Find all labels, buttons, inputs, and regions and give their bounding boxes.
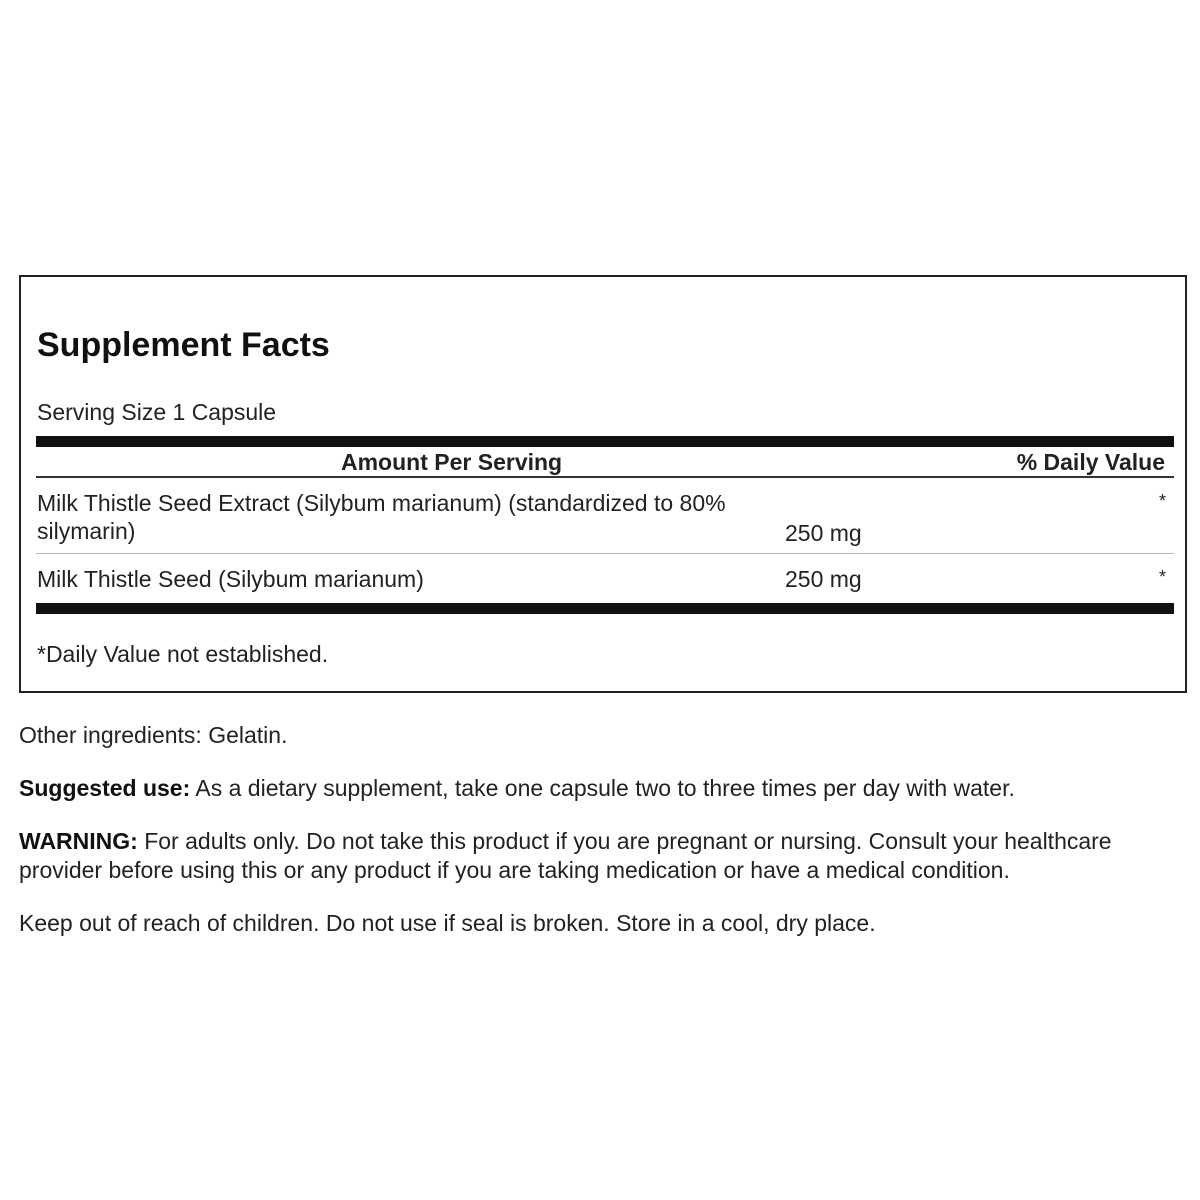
daily-value-footnote: *Daily Value not established. [37, 641, 329, 667]
amount-per-serving-header: Amount Per Serving [341, 449, 563, 475]
other-ingredients: Other ingredients: Gelatin. [19, 722, 288, 748]
serving-size: Serving Size 1 Capsule [37, 399, 277, 425]
ingredient-daily-value: * [1158, 567, 1166, 587]
suggested-use-label: Suggested use: [19, 775, 191, 801]
warning-text: For adults only. Do not take this product if you are pregnant or nursing. Consult your healthcare provider before using this or any product if you are taking medication or have a medical condition. [19, 828, 1112, 883]
facts-title: Supplement Facts [37, 326, 330, 364]
warning [19, 827, 1191, 885]
suggested-use-text: As a dietary supplement, take one capsule two to three times per day with water. [190, 775, 1015, 801]
ingredient-daily-value: * [1158, 491, 1166, 511]
supplement-facts-panel [19, 275, 1187, 693]
ingredient-name: Milk Thistle Seed Extract (Silybum marianum) (standardized to 80% silymarin) [37, 490, 726, 544]
header-divider [36, 476, 1174, 478]
ingredient-name: Milk Thistle Seed (Silybum marianum) [37, 566, 424, 592]
bottom-divider-bar [36, 603, 1174, 614]
ingredient-amount: 250 mg [785, 520, 862, 546]
warning-label: WARNING: [19, 828, 138, 854]
storage-instructions: Keep out of reach of children. Do not use if seal is broken. Store in a cool, dry place. [19, 910, 876, 936]
row-divider [36, 553, 1174, 554]
top-divider-bar [36, 436, 1174, 447]
daily-value-header: % Daily Value [1016, 449, 1165, 475]
ingredient-amount: 250 mg [785, 566, 862, 592]
suggested-use [19, 774, 1191, 803]
